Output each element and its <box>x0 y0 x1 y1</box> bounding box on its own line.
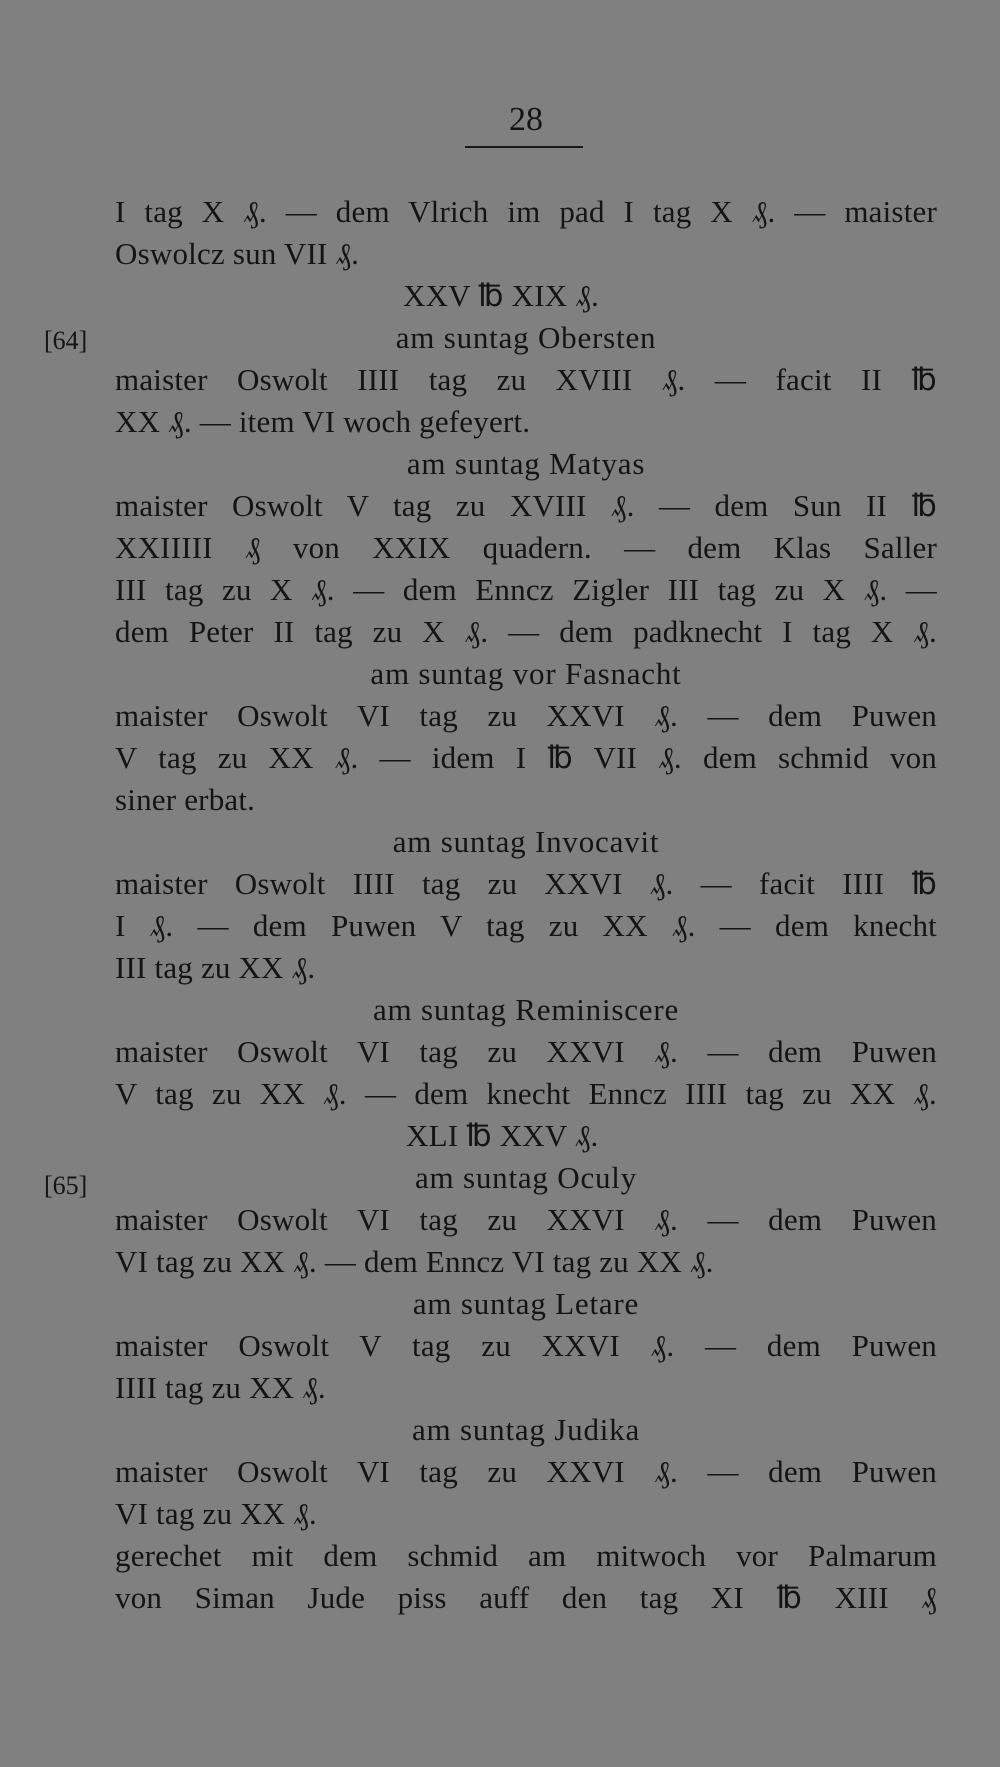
margin-note-65: [65] <box>44 1171 88 1200</box>
section-heading: am suntag vor Fasnacht <box>370 656 682 691</box>
text-line: maister Oswolt VI tag zu XXVI ₰. — dem Puwen <box>115 698 937 733</box>
text-line: von Siman Jude piss auff den tag XI ℔ XIII ₰ <box>115 1580 937 1615</box>
text-line: maister Oswolt IIII tag zu XXVI ₰. — facit IIII ℔ <box>115 866 937 901</box>
section-heading: am suntag Judika <box>411 1412 641 1447</box>
text-line: Oswolcz sun VII ₰. <box>115 236 360 271</box>
text-line: maister Oswolt V tag zu XXVI ₰. — dem Puwen <box>115 1328 937 1363</box>
text-line: III tag zu X ₰. — dem Enncz Zigler III tag zu X ₰. — <box>115 572 937 607</box>
text-line: IIII tag zu XX ₰. <box>115 1370 326 1405</box>
text-line: VI tag zu XX ₰. <box>115 1496 317 1531</box>
section-heading: am suntag Matyas <box>406 446 646 481</box>
text-line: maister Oswolt IIII tag zu XVIII ₰. — facit II ℔ <box>115 362 937 397</box>
margin-note-64: [64] <box>44 326 88 355</box>
text-line: VI tag zu XX ₰. — dem Enncz VI tag zu XX ₰. <box>115 1244 714 1279</box>
body-text <box>115 191 937 1619</box>
text-line: I tag X ₰. — dem Vlrich im pad I tag X ₰. — maister <box>115 194 937 229</box>
section-heading: am suntag Obersten <box>395 320 657 355</box>
text-line: I ₰. — dem Puwen V tag zu XX ₰. — dem knecht <box>115 908 937 943</box>
section-heading: am suntag Invocavit <box>392 824 660 859</box>
page-number: 28 <box>509 101 543 138</box>
text-line: III tag zu XX ₰. <box>115 950 316 985</box>
sum-line: XLI ℔ XXV ₰. <box>406 1118 599 1153</box>
section-heading: am suntag Letare <box>412 1286 640 1321</box>
text-line: dem Peter II tag zu X ₰. — dem padknecht I tag X ₰. <box>115 614 937 649</box>
page-number-rule <box>465 146 583 148</box>
text-line: XXIIIII ₰ von XXIX quadern. — dem Klas Saller <box>115 530 937 565</box>
text-line: maister Oswolt V tag zu XVIII ₰. — dem Sun II ℔ <box>115 488 937 523</box>
text-line: maister Oswolt VI tag zu XXVI ₰. — dem Puwen <box>115 1034 937 1069</box>
text-line: V tag zu XX ₰. — idem I ℔ VII ₰. dem schmid von <box>115 740 937 775</box>
section-heading: am suntag Oculy <box>414 1160 638 1195</box>
text-line: maister Oswolt VI tag zu XXVI ₰. — dem Puwen <box>115 1202 937 1237</box>
section-heading: am suntag Reminiscere <box>372 992 680 1027</box>
text-line: V tag zu XX ₰. — dem knecht Enncz IIII tag zu XX ₰. <box>115 1076 937 1111</box>
text-line: XX ₰. — item VI woch gefeyert. <box>115 404 531 439</box>
text-line: maister Oswolt VI tag zu XXVI ₰. — dem Puwen <box>115 1454 937 1489</box>
text-line: siner erbat. <box>115 782 256 817</box>
sum-line: XXV ℔ XIX ₰. <box>403 278 599 313</box>
text-line: gerechet mit dem schmid am mitwoch vor Palmarum <box>115 1538 937 1573</box>
